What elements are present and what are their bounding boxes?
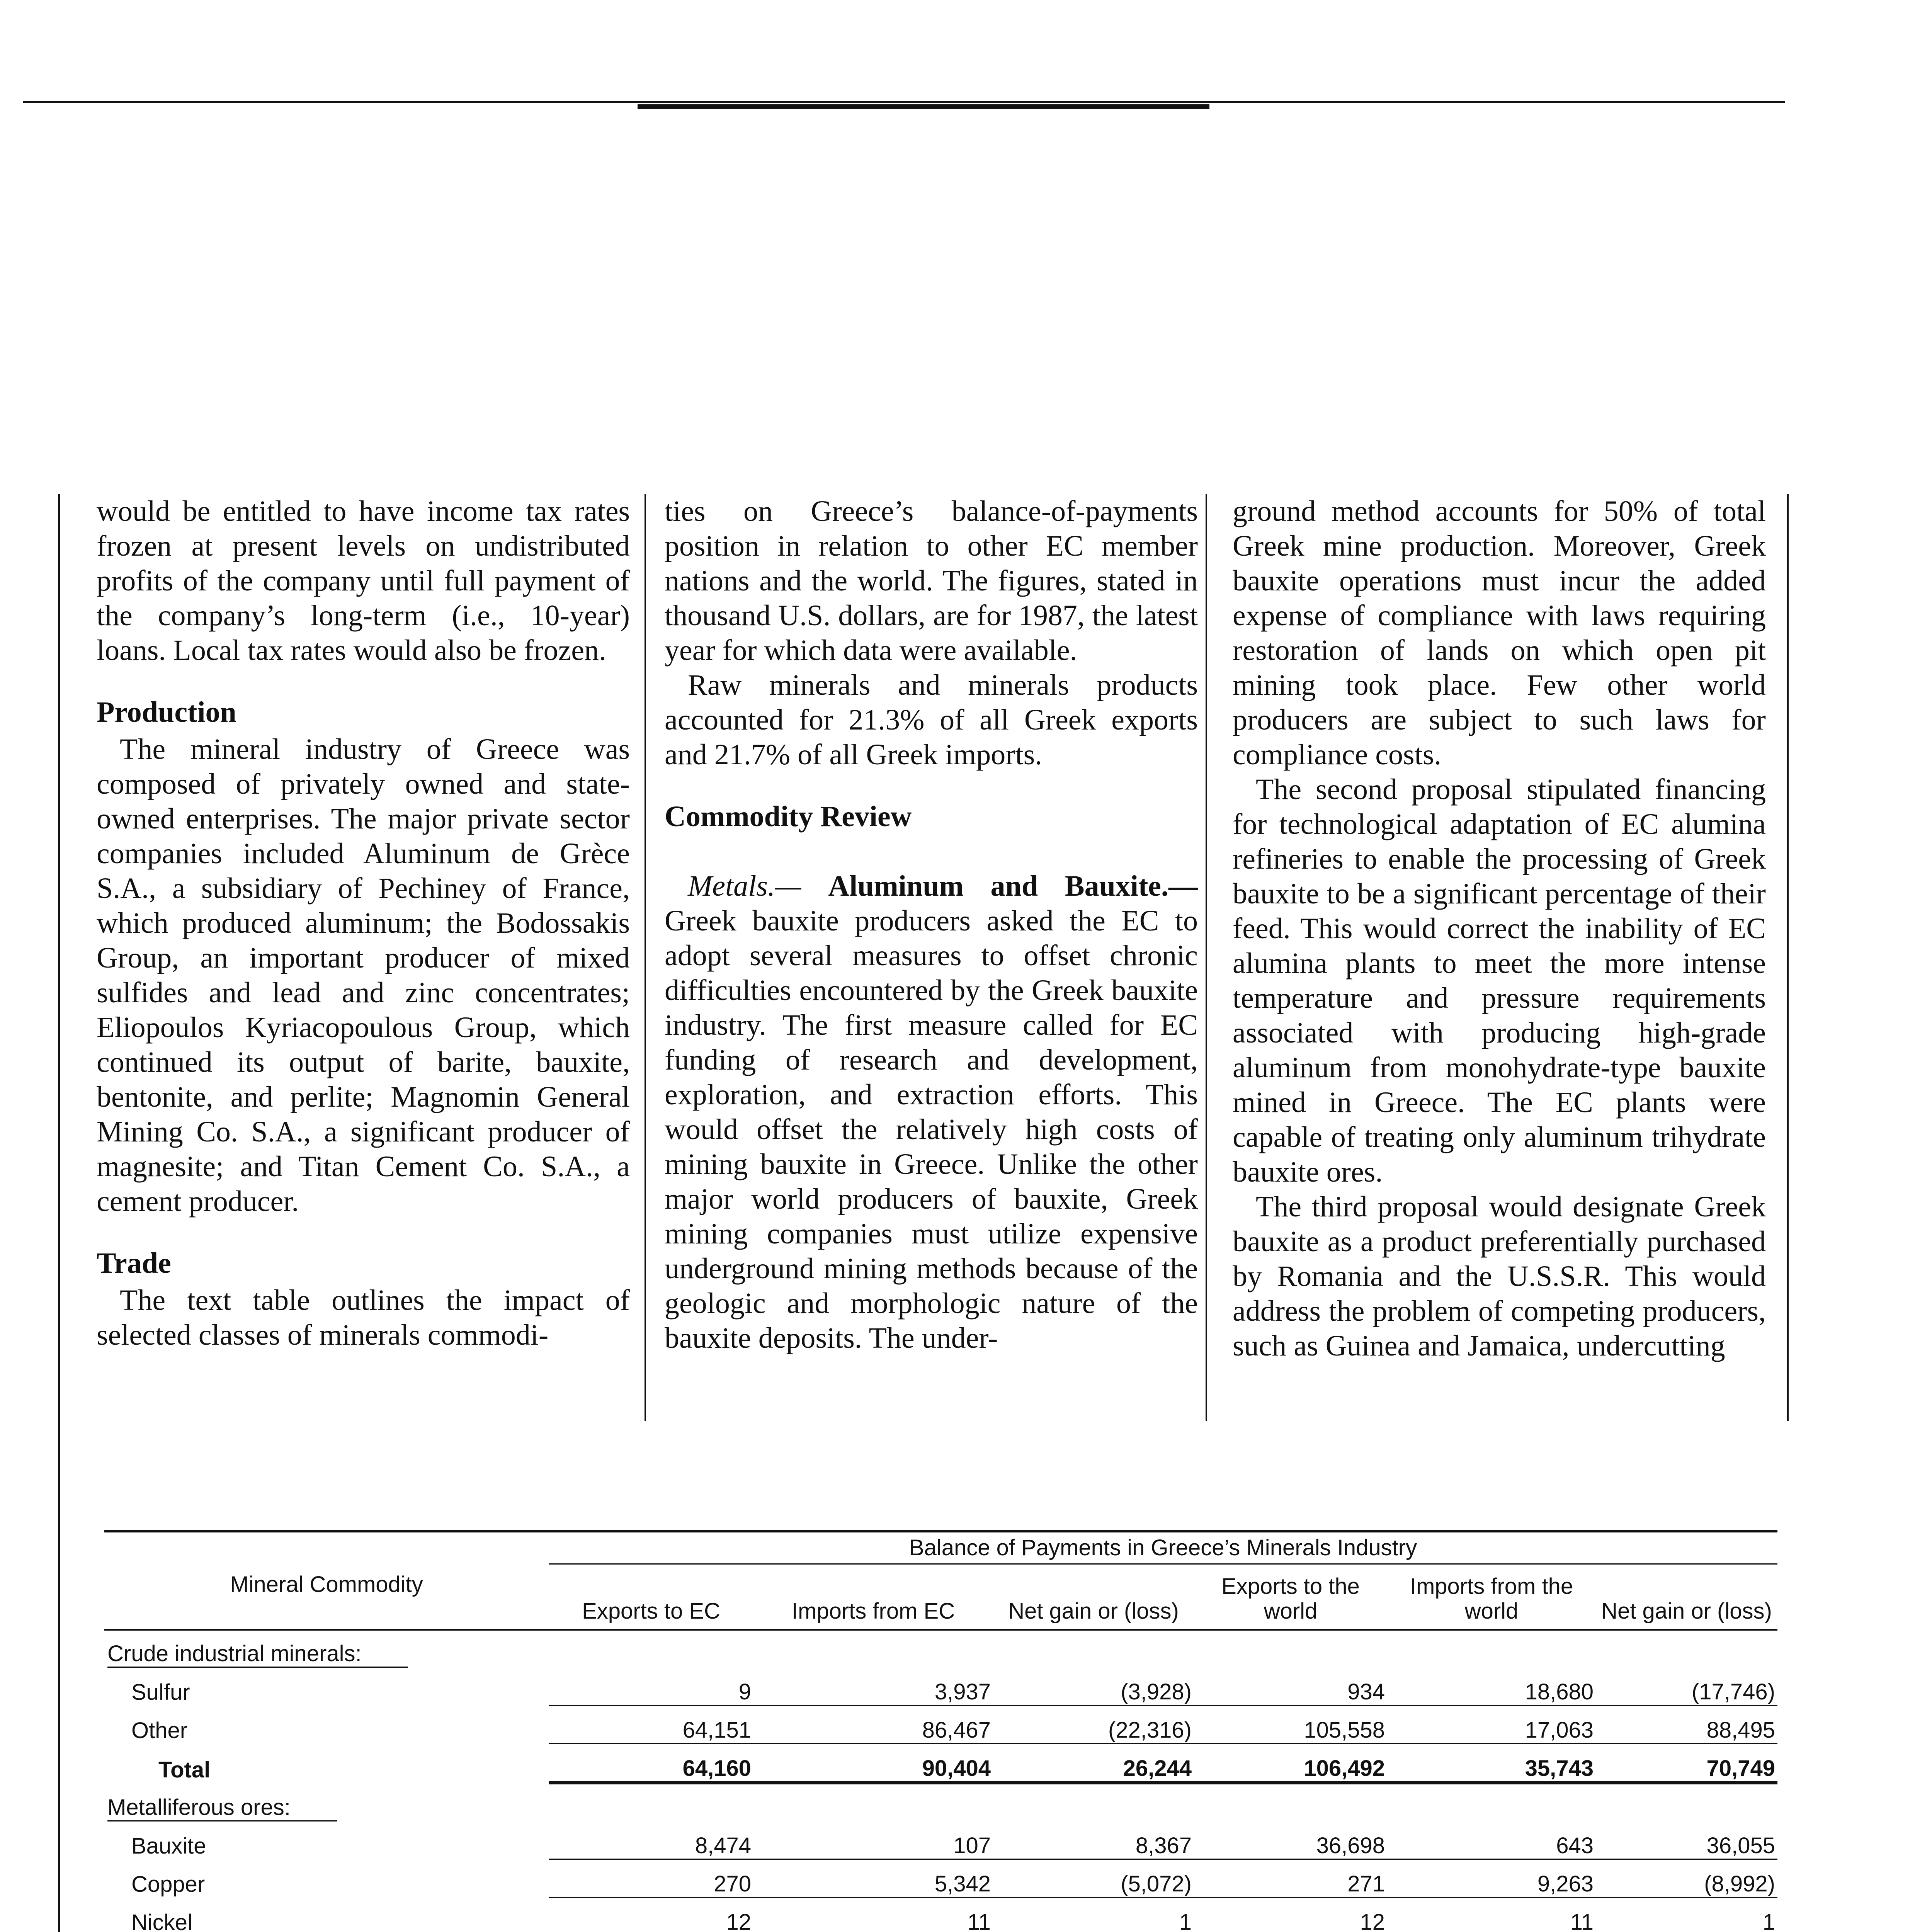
paragraph-exports-share: Raw minerals and minerals products accounted for 21.3% of all Greek exports and 21.7% of all Greek imports. xyxy=(665,669,1198,771)
balance-of-payments-table xyxy=(104,1530,1777,1932)
table-group-row xyxy=(104,1783,1777,1821)
paragraph-underground: ground method accounts for 50% of total Greek mine production. Moreover, Greek bauxite operations must incur the added expense of compliance with laws requiring restoration of lands on which open pit mining took place. Few other world producers are subject to such laws for compliance costs. xyxy=(1233,495,1766,771)
row-label: Sulfur xyxy=(131,1680,190,1705)
paragraph-third-proposal: The third proposal would designate Greek bauxite as a product preferentially purchased by Romania and the U.S.S.R. This would address the problem of competing producers, such as Guinea and Jamaica, undercutting xyxy=(1233,1190,1766,1362)
paragraph-intro: would be entitled to have income tax rates frozen at present levels on undistributed profits of the company until full payment of the company’s long-term (i.e., 10-year) loans. Local tax rates would also be frozen. xyxy=(97,495,630,667)
cell-value: 271 xyxy=(1194,1859,1387,1897)
run-head-aluminum: Aluminum and Bauxite.— xyxy=(828,870,1198,902)
paragraph-balance: ties on Greece’s balance-of-payments position in relation to other EC member nations and the world. The figures, stated in thousand U.S. dollars, are for 1987, the latest year for which data were available. xyxy=(665,495,1198,667)
column-divider-right xyxy=(1787,494,1789,1421)
column-divider-2 xyxy=(1206,494,1207,1421)
column-header-net-ec: Net gain or (loss) xyxy=(1008,1598,1179,1624)
paragraph-second-proposal: The second proposal stipulated financing for technological adaptation of EC alumina refineries to enable the processing of Greek bauxite to be a significant percentage of their feed. This would correct the inability of EC alumina plants to meet the more intense temperature and pressure requirements associated with producing high-grade aluminum from monohydrate-type bauxite mined in Greece. The EC plants were capable of treating only aluminum trihydrate bauxite ores. xyxy=(1233,773,1766,1188)
column-divider-1 xyxy=(645,494,646,1421)
paragraph-trade: The text table outlines the impact of selected classes of minerals commodi- xyxy=(97,1284,630,1351)
cell-value: 17,063 xyxy=(1387,1705,1596,1743)
run-head-metals: Metals.— xyxy=(688,870,801,902)
table-total-row xyxy=(104,1743,1777,1783)
text-column-left xyxy=(97,494,630,1352)
cell-value: 8,367 xyxy=(993,1821,1194,1859)
table-row xyxy=(104,1821,1777,1859)
cell-value: (3,928) xyxy=(993,1668,1194,1706)
cell-value: 18,680 xyxy=(1387,1668,1596,1706)
cell-value: 1 xyxy=(993,1897,1194,1932)
column-header-imports-ec: Imports from EC xyxy=(791,1598,955,1624)
cell-value: 934 xyxy=(1194,1668,1387,1706)
cell-value: 107 xyxy=(753,1821,993,1859)
row-label: Copper xyxy=(131,1872,205,1897)
table-body xyxy=(104,1631,1777,1932)
cell-value: 88,495 xyxy=(1596,1705,1777,1743)
table-title: Balance of Payments in Greece’s Minerals Industry xyxy=(549,1532,1777,1564)
cell-value: 11 xyxy=(753,1897,993,1932)
cell-value: 36,055 xyxy=(1596,1821,1777,1859)
column-header-exports-ec: Exports to EC xyxy=(582,1598,720,1624)
cell-value: 8,474 xyxy=(549,1821,753,1859)
cell-value: (22,316) xyxy=(993,1705,1194,1743)
column-divider-left xyxy=(58,494,60,1932)
cell-value: 105,558 xyxy=(1194,1705,1387,1743)
cell-value: 64,151 xyxy=(549,1705,753,1743)
cell-value: 106,492 xyxy=(1194,1743,1387,1783)
row-label: Bauxite xyxy=(131,1833,206,1859)
cell-value: 270 xyxy=(549,1859,753,1897)
row-label: Total xyxy=(158,1757,211,1782)
paragraph-aluminum xyxy=(665,869,1198,1355)
cell-value: 35,743 xyxy=(1387,1743,1596,1783)
table-top-rule xyxy=(104,1530,1777,1532)
text-column-right xyxy=(1233,494,1766,1363)
cell-value: 11 xyxy=(1387,1897,1596,1932)
table-row xyxy=(104,1705,1777,1743)
paragraph-production: The mineral industry of Greece was composed of privately owned and state-owned enterprises. The major private sector companies included Aluminum de Grèce S.A., a subsidiary of Pechiney of France, which produced aluminum; the Bodossakis Group, an important producer of mixed sulfides and lead and zinc concentrates; Eliopoulos Kyriacopoulous Group, which continued its output of barite, bauxite, bentonite, and perlite; Magnomin General Mining Co. S.A., a significant producer of magnesite; and Titan Cement Co. S.A., a cement producer. xyxy=(97,733,630,1218)
column-header-imports-world: Imports from the world xyxy=(1410,1573,1573,1624)
paragraph-aluminum-text: Greek bauxite producers asked the EC to adopt several measures to offset chronic difficulties encountered by the Greek bauxite industry. The first measure called for EC funding of research and development, exploration, and extraction efforts. This would offset the relatively high costs of mining bauxite in Greece. Unlike the other major world producers of bauxite, Greek mining companies must utilize expensive underground mining methods because of the geologic and morphologic nature of the bauxite deposits. The under- xyxy=(665,905,1198,1354)
cell-value: 12 xyxy=(1194,1897,1387,1932)
cell-value: 5,342 xyxy=(753,1859,993,1897)
table-row xyxy=(104,1859,1777,1897)
row-label: Nickel xyxy=(131,1910,192,1932)
column-header-commodity: Mineral Commodity xyxy=(230,1571,423,1597)
heading-trade: Trade xyxy=(97,1247,171,1279)
cell-value: 86,467 xyxy=(753,1705,993,1743)
cell-value: 36,698 xyxy=(1194,1821,1387,1859)
cell-value: (17,746) xyxy=(1596,1668,1777,1706)
cell-value: 26,244 xyxy=(993,1743,1194,1783)
cell-value: 643 xyxy=(1387,1821,1596,1859)
table-row xyxy=(104,1668,1777,1706)
cell-value: 64,160 xyxy=(549,1743,753,1783)
cell-value: 1 xyxy=(1596,1897,1777,1932)
column-header-exports-world: Exports to the world xyxy=(1221,1573,1360,1624)
cell-value: 90,404 xyxy=(753,1743,993,1783)
top-rule-thick xyxy=(638,104,1209,109)
cell-value: (8,992) xyxy=(1596,1859,1777,1897)
cell-value: (5,072) xyxy=(993,1859,1194,1897)
table-row xyxy=(104,1897,1777,1932)
top-rule-thin xyxy=(23,101,1785,103)
data-table xyxy=(104,1532,1777,1932)
column-header-net-world: Net gain or (loss) xyxy=(1601,1598,1772,1624)
group-label: Metalliferous ores: xyxy=(107,1794,337,1821)
group-label: Crude industrial minerals: xyxy=(107,1641,408,1668)
cell-value: 12 xyxy=(549,1897,753,1932)
cell-value: 9,263 xyxy=(1387,1859,1596,1897)
row-label: Other xyxy=(131,1718,188,1743)
heading-commodity-review: Commodity Review xyxy=(665,800,912,833)
text-column-middle xyxy=(665,494,1198,1355)
cell-value: 70,749 xyxy=(1596,1743,1777,1783)
cell-value: 3,937 xyxy=(753,1668,993,1706)
cell-value: 9 xyxy=(549,1668,753,1706)
table-group-row xyxy=(104,1631,1777,1668)
heading-production: Production xyxy=(97,696,236,728)
